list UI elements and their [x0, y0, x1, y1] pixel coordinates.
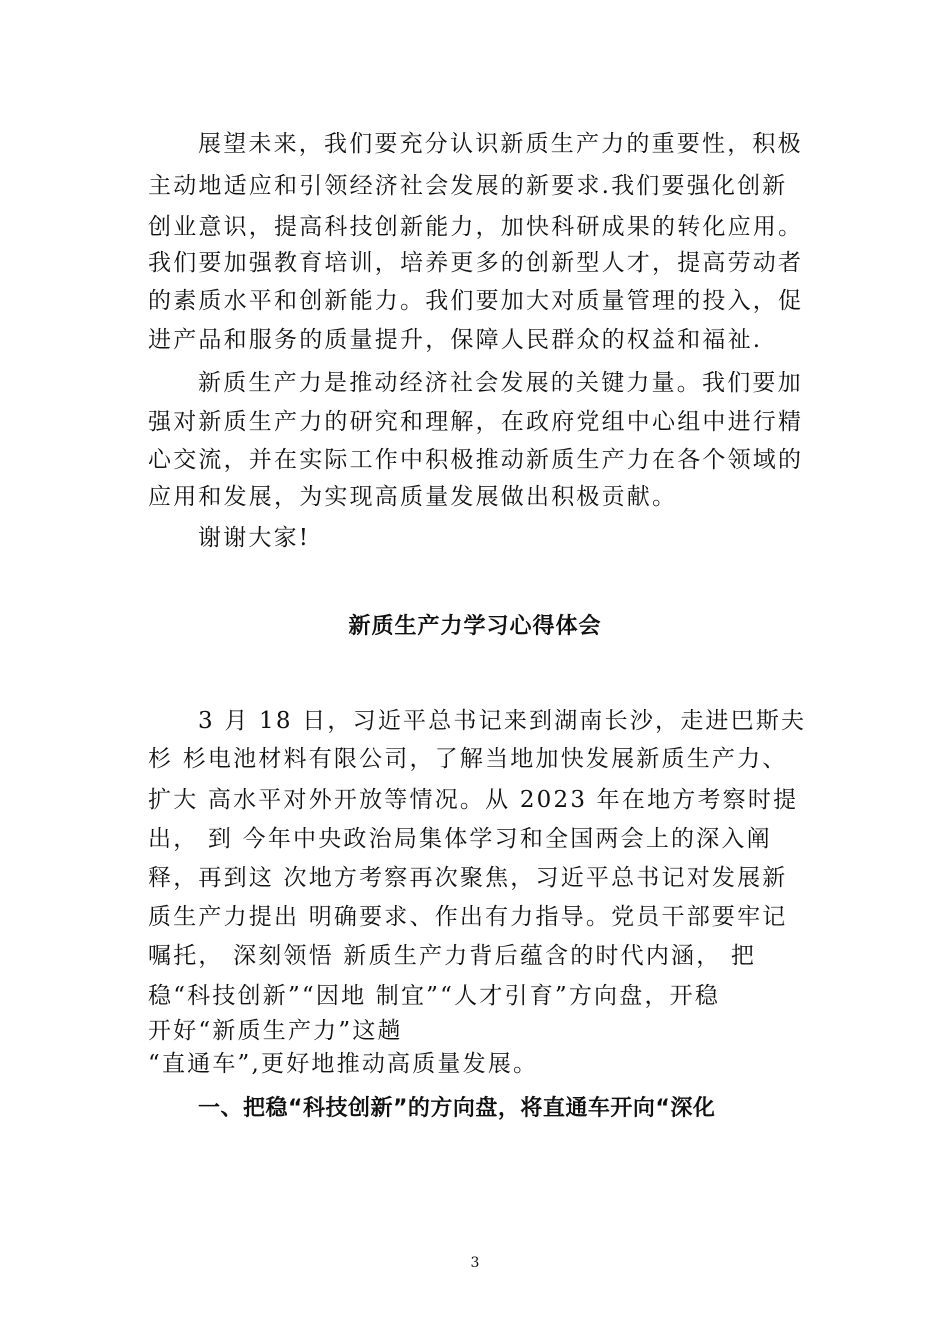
paragraph-2-line-1: 新质生产力是推动经济社会发展的关键力量。我们要加	[198, 370, 803, 396]
paragraph-1-line-6: 进产品和服务的质量提升，保障人民群众的权益和福祉.	[148, 327, 763, 353]
paragraph-3-line-1: 3 月 18 日，习近平总书记来到湖南长沙，走进巴斯夫	[198, 708, 807, 734]
paragraph-2-line-4: 应用和发展，为实现高质量发展做出积极贡献。	[148, 484, 678, 510]
paragraph-3-line-3: 扩大 高水平对外开放等情况。从 2023 年在地方考察时提	[148, 787, 799, 813]
paragraph-3-line-2: 杉 杉电池材料有限公司，了解当地加快发展新质生产力、	[148, 746, 788, 772]
paragraph-1-line-5: 的素质水平和创新能力。我们要加大对质量管理的投入，促	[148, 288, 804, 314]
paragraph-1-line-4: 我们要加强教育培训，培养更多的创新型人才，提高劳动者	[148, 250, 804, 276]
paragraph-3-line-9: 开好“新质生产力”这趟	[148, 1018, 403, 1044]
paragraph-3-line-4: 出， 到 今年中央政治局集体学习和全国两会上的深入阐	[148, 826, 772, 852]
paragraph-1-line-1: 展望未来，我们要充分认识新质生产力的重要性，积极	[198, 131, 803, 157]
section-title: 新质生产力学习心得体会	[348, 614, 602, 639]
closing-line: 谢谢大家!	[198, 525, 311, 551]
section-heading-1: 一、把稳“科技创新”的方向盘，将直通车开向“深化	[198, 1096, 716, 1121]
paragraph-3-line-10: “直通车”,更好地推动高质量发展。	[148, 1051, 539, 1077]
paragraph-1-line-3: 创业意识，提高科技创新能力，加快科研成果的转化应用。	[148, 214, 804, 240]
paragraph-3-line-6: 质生产力提出 明确要求、作出有力指导。党员干部要牢记	[148, 904, 788, 930]
paragraph-3-line-7: 嘱托， 深刻领悟 新质生产力背后蕴含的时代内涵， 把	[148, 943, 757, 969]
paragraph-1-line-2: 主动地适应和引领经济社会发展的新要求.我们要强化创新	[148, 173, 788, 199]
paragraph-2-line-2: 强对新质生产力的研究和理解，在政府党组中心组中进行精	[148, 409, 804, 435]
paragraph-3-line-8: 稳“科技创新”“因地 制宜”“人才引育”方向盘，开稳	[148, 983, 721, 1009]
page-number: 3	[470, 1255, 480, 1271]
paragraph-2-line-3: 心交流，并在实际工作中积极推动新质生产力在各个领域的	[148, 447, 804, 473]
paragraph-3-line-5: 释，再到这 次地方考察再次聚焦，习近平总书记对发展新	[148, 865, 788, 891]
